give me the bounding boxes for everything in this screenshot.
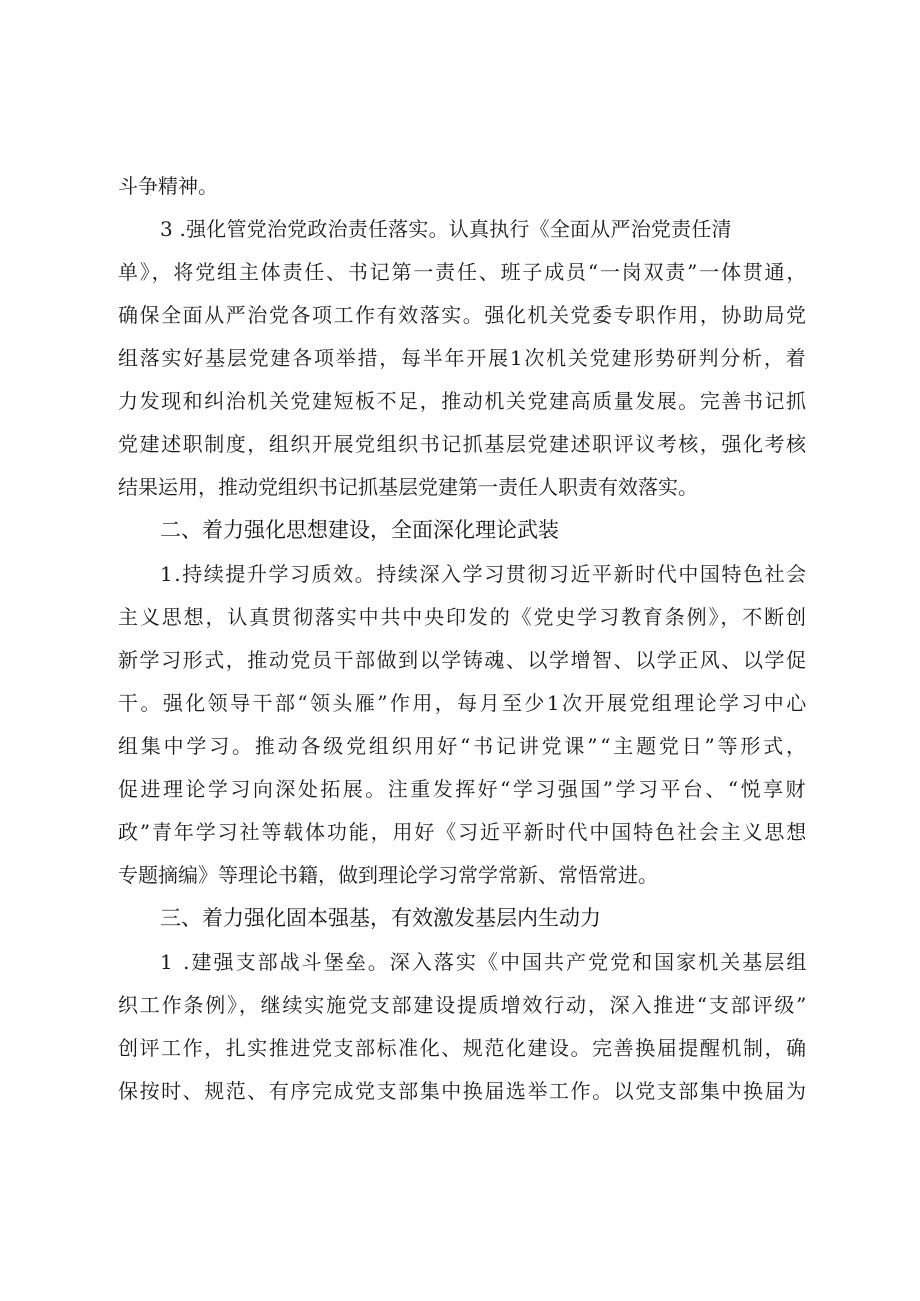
text-line: 织工作条例》，继续实施党支部建设提质增效行动，深入推进“支部评级” — [118, 993, 809, 1017]
text-line: 促进理论学习向深处拓展。注重发挥好“学习强国”学习平台、“悦享财 — [118, 777, 809, 801]
text-line: 1.持续提升学习质效。持续深入学习贯彻习近平新时代中国特色社会 — [160, 562, 808, 586]
text-line: 确保全面从严治党各项工作有效落实。强化机关党委专职作用，协助局党 — [118, 303, 808, 327]
text-line: 专题摘编》等理论书籍，做到理论学习常学常新、常悟常进。 — [118, 863, 658, 887]
text-line: 保按时、规范、有序完成党支部集中换届选举工作。以党支部集中换届为 — [118, 1079, 808, 1103]
text-line: 政”青年学习社等载体功能，用好《习近平新时代中国特色社会主义思想 — [118, 820, 809, 844]
section-heading: 三、着力强化固本强基，有效激发基层内生动力 — [160, 906, 601, 930]
text-line: 1 .建强支部战斗堡垒。深入落实《中国共产党党和国家机关基层组 — [160, 950, 809, 974]
text-line: 组集中学习。推动各级党组织用好“书记讲党课”“主题党日”等形式， — [118, 734, 809, 758]
text-line: 主义思想，认真贯彻落实中共中央印发的《党史学习教育条例》，不断创 — [118, 605, 808, 629]
text-line: 力发现和纠治机关党建短板不足，推动机关党建高质量发展。完善书记抓 — [118, 389, 808, 413]
section-heading: 二、着力强化思想建设，全面深化理论武装 — [160, 518, 559, 542]
text-line: 3 .强化管党治党政治责任落实。认真执行《全面从严治党责任清 — [160, 217, 732, 241]
text-line: 单》，将党组主体责任、书记第一责任、班子成员“一岗双责”一体贯通， — [118, 260, 809, 284]
text-line: 组落实好基层党建各项举措，每半年开展1次机关党建形势研判分析，着 — [118, 346, 808, 370]
text-line: 干。强化领导干部“领头雁”作用，每月至少1次开展党组理论学习中心 — [118, 691, 809, 715]
text-line: 斗争精神。 — [118, 174, 218, 198]
text-line: 新学习形式，推动党员干部做到以学铸魂、以学增智、以学正风、以学促 — [118, 648, 808, 672]
text-line: 创评工作，扎实推进党支部标准化、规范化建设。完善换届提醒机制，确 — [118, 1036, 808, 1060]
text-line: 党建述职制度，组织开展党组织书记抓基层党建述职评议考核，强化考核 — [118, 432, 808, 456]
text-line: 结果运用，推动党组织书记抓基层党建第一责任人职责有效落实。 — [118, 475, 698, 499]
